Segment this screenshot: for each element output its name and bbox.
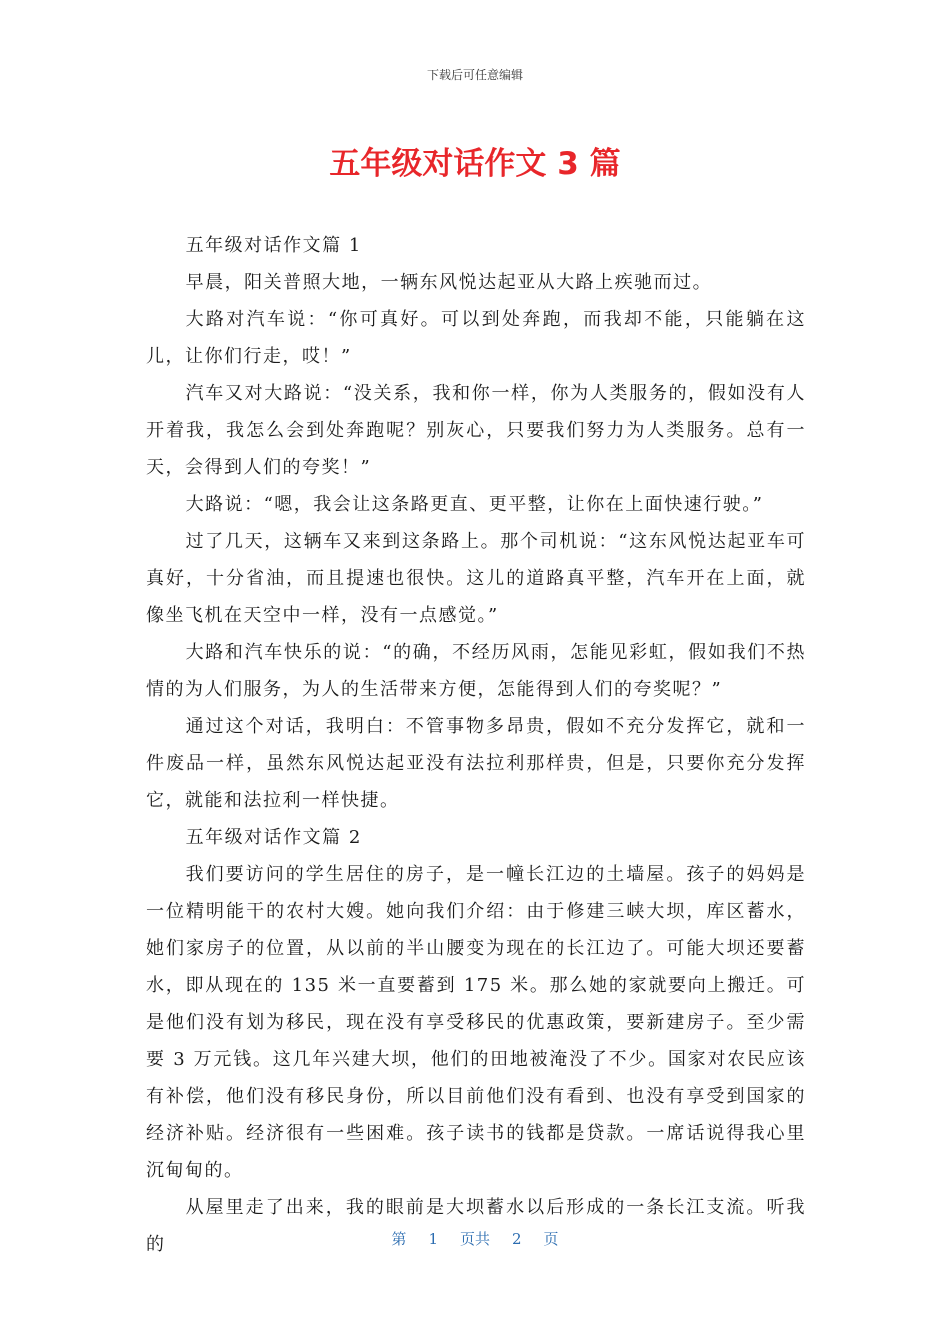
paragraph: 大路说：“嗯，我会让这条路更直、更平整，让你在上面快速行驶。”: [185, 494, 764, 515]
total-pages-number: 2: [512, 1230, 522, 1248]
paragraph: 大路和汽车快乐的说：“的确，不经历风雨，怎能见彩虹，假如我们不热情的为人们服务，为人的生活带来方便，怎能得到人们的夸奖呢？”: [146, 642, 806, 700]
page-label-suffix: 页: [543, 1230, 559, 1248]
page-label-prefix: 第: [391, 1230, 407, 1248]
page-footer: [0, 1229, 950, 1249]
page-header: 下载后可任意编辑: [426, 68, 523, 82]
section-heading-2: 五年级对话作文篇 2: [185, 827, 362, 848]
paragraph: 从屋里走了出来，我的眼前是大坝蓄水以后形成的一条长江支流。听我的: [146, 1197, 806, 1255]
paragraph: 早晨，阳关普照大地，一辆东风悦达起亚从大路上疾驰而过。: [185, 272, 713, 293]
paragraph: 通过这个对话，我明白：不管事物多昂贵，假如不充分发挥它，就和一件废品一样，虽然东风悦达起亚没有法拉利那样贵，但是，只要你充分发挥它，就能和法拉利一样快捷。: [146, 716, 806, 811]
paragraph: 大路对汽车说：“你可真好。可以到处奔跑，而我却不能，只能躺在这儿，让你们行走，哎！”: [146, 309, 806, 367]
paragraph: 我们要访问的学生居住的房子，是一幢长江边的土墙屋。孩子的妈妈是一位精明能干的农村大嫂。她向我们介绍：由于修建三峡大坝，库区蓄水，她们家房子的位置，从以前的半山腰变为现在的长江边了。可能大坝还要蓄水，即从现在的 135 米一直要蓄到 175 米。那么她的家就要向上搬迁。可是他们没有划为移民，现在没有享受移民的优惠政策，要新建房子。至少需要 3 万元钱。这几年兴建大坝，他们的田地被淹没了不少。国家对农民应该有补偿，他们没有移民身份，所以目前他们没有看到、也没有享受到国家的经济补贴。经济很有一些困难。孩子读书的钱都是贷款。一席话说得我心里沉甸甸的。: [146, 864, 806, 1181]
section-heading-1: 五年级对话作文篇 1: [185, 235, 362, 256]
paragraph: 汽车又对大路说：“没关系，我和你一样，你为人类服务的，假如没有人开着我，我怎么会到处奔跑呢？别灰心，只要我们努力为人类服务。总有一天，会得到人们的夸奖！”: [146, 383, 806, 478]
document-title: 五年级对话作文 3 篇: [329, 146, 621, 182]
page-label-mid: 页共: [459, 1230, 490, 1248]
paragraph: 过了几天，这辆车又来到这条路上。那个司机说：“这东风悦达起亚车可真好，十分省油，而且提速也很快。这儿的道路真平整，汽车开在上面，就像坐飞机在天空中一样，没有一点感觉。”: [146, 531, 806, 626]
document-body: [146, 227, 806, 1263]
current-page-number: 1: [428, 1230, 438, 1248]
